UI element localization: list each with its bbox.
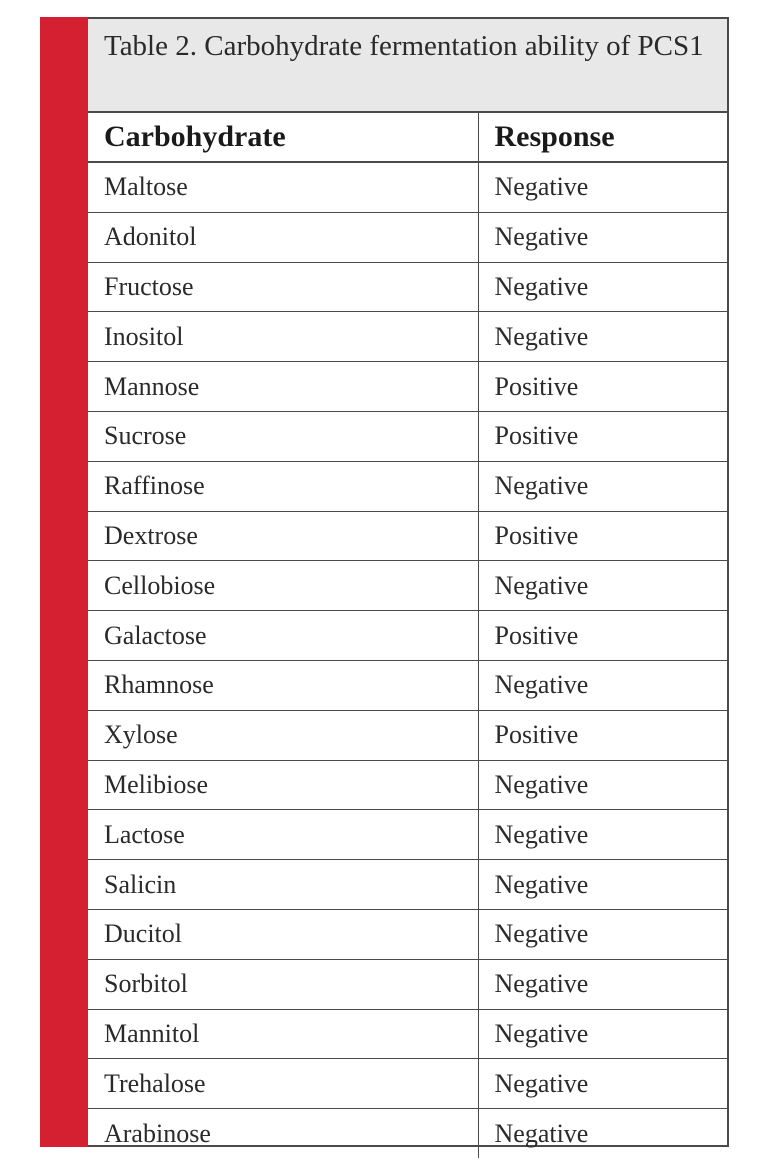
cell-carbohydrate: Dextrose bbox=[88, 511, 478, 561]
cell-response: Negative bbox=[478, 860, 727, 910]
cell-response: Negative bbox=[478, 1009, 727, 1059]
cell-carbohydrate: Ducitol bbox=[88, 909, 478, 959]
cell-response: Negative bbox=[478, 660, 727, 710]
cell-response: Negative bbox=[478, 909, 727, 959]
cell-response: Negative bbox=[478, 760, 727, 810]
cell-carbohydrate: Arabinose bbox=[104, 1118, 211, 1148]
table-row bbox=[88, 660, 727, 710]
cell-response: Negative bbox=[478, 1109, 727, 1158]
accent-bar bbox=[40, 17, 88, 1147]
cell-response: Negative bbox=[478, 262, 727, 312]
table-row bbox=[88, 312, 727, 362]
table-row bbox=[88, 411, 727, 461]
table-row bbox=[88, 760, 727, 810]
table-container bbox=[88, 17, 729, 1147]
cell-carbohydrate: Sorbitol bbox=[88, 959, 478, 1009]
cell-response: Negative bbox=[478, 1059, 727, 1109]
cell-carbohydrate: Inositol bbox=[88, 312, 478, 362]
table-row bbox=[88, 511, 727, 561]
table-row bbox=[88, 710, 727, 760]
cell-carbohydrate: Trehalose bbox=[88, 1059, 478, 1109]
cell-carbohydrate: Lactose bbox=[88, 810, 478, 860]
table-row bbox=[88, 162, 727, 212]
cell-carbohydrate: Sucrose bbox=[88, 411, 478, 461]
table-row bbox=[88, 810, 727, 860]
table-row bbox=[88, 959, 727, 1009]
cell-carbohydrate: Xylose bbox=[88, 710, 478, 760]
cell-response: Positive bbox=[478, 411, 727, 461]
cell-response: Negative bbox=[478, 312, 727, 362]
table-row bbox=[88, 909, 727, 959]
table-row bbox=[88, 1009, 727, 1059]
table-row bbox=[88, 1109, 727, 1158]
cell-response: Negative bbox=[478, 810, 727, 860]
cell-response: Negative bbox=[478, 162, 727, 212]
cell-carbohydrate: Fructose bbox=[88, 262, 478, 312]
cell-carbohydrate: Raffinose bbox=[88, 461, 478, 511]
cell-carbohydrate: Cellobiose bbox=[88, 561, 478, 611]
data-table bbox=[88, 113, 727, 1158]
cell-response: Negative bbox=[478, 212, 727, 262]
table-row bbox=[88, 362, 727, 412]
cell-carbohydrate: Mannitol bbox=[88, 1009, 478, 1059]
cell-response: Negative bbox=[478, 959, 727, 1009]
header-carbohydrate: Carbohydrate bbox=[88, 113, 478, 162]
table-row bbox=[88, 461, 727, 511]
table-row bbox=[88, 262, 727, 312]
table-row bbox=[88, 860, 727, 910]
cell-response: Positive bbox=[478, 362, 727, 412]
header-row bbox=[88, 113, 727, 162]
cell-response: Positive bbox=[478, 511, 727, 561]
table-body bbox=[88, 162, 727, 1158]
cell-carbohydrate: Adonitol bbox=[88, 212, 478, 262]
table-row bbox=[88, 611, 727, 661]
table-row bbox=[88, 1059, 727, 1109]
cell-response: Positive bbox=[478, 710, 727, 760]
header-response: Response bbox=[478, 113, 727, 162]
cell-response: Negative bbox=[478, 561, 727, 611]
table-row bbox=[88, 561, 727, 611]
cell-response: Negative bbox=[478, 461, 727, 511]
cell-carbohydrate: Rhamnose bbox=[88, 660, 478, 710]
cell-carbohydrate: Salicin bbox=[88, 860, 478, 910]
table-caption: Table 2. Carbohydrate fermentation ability of PCS1 bbox=[88, 19, 727, 113]
cell-response: Positive bbox=[478, 611, 727, 661]
cell-carbohydrate: Maltose bbox=[88, 162, 478, 212]
table-row bbox=[88, 212, 727, 262]
cell-carbohydrate: Mannose bbox=[88, 362, 478, 412]
cell-carbohydrate: Melibiose bbox=[88, 760, 478, 810]
cell-carbohydrate: Galactose bbox=[88, 611, 478, 661]
